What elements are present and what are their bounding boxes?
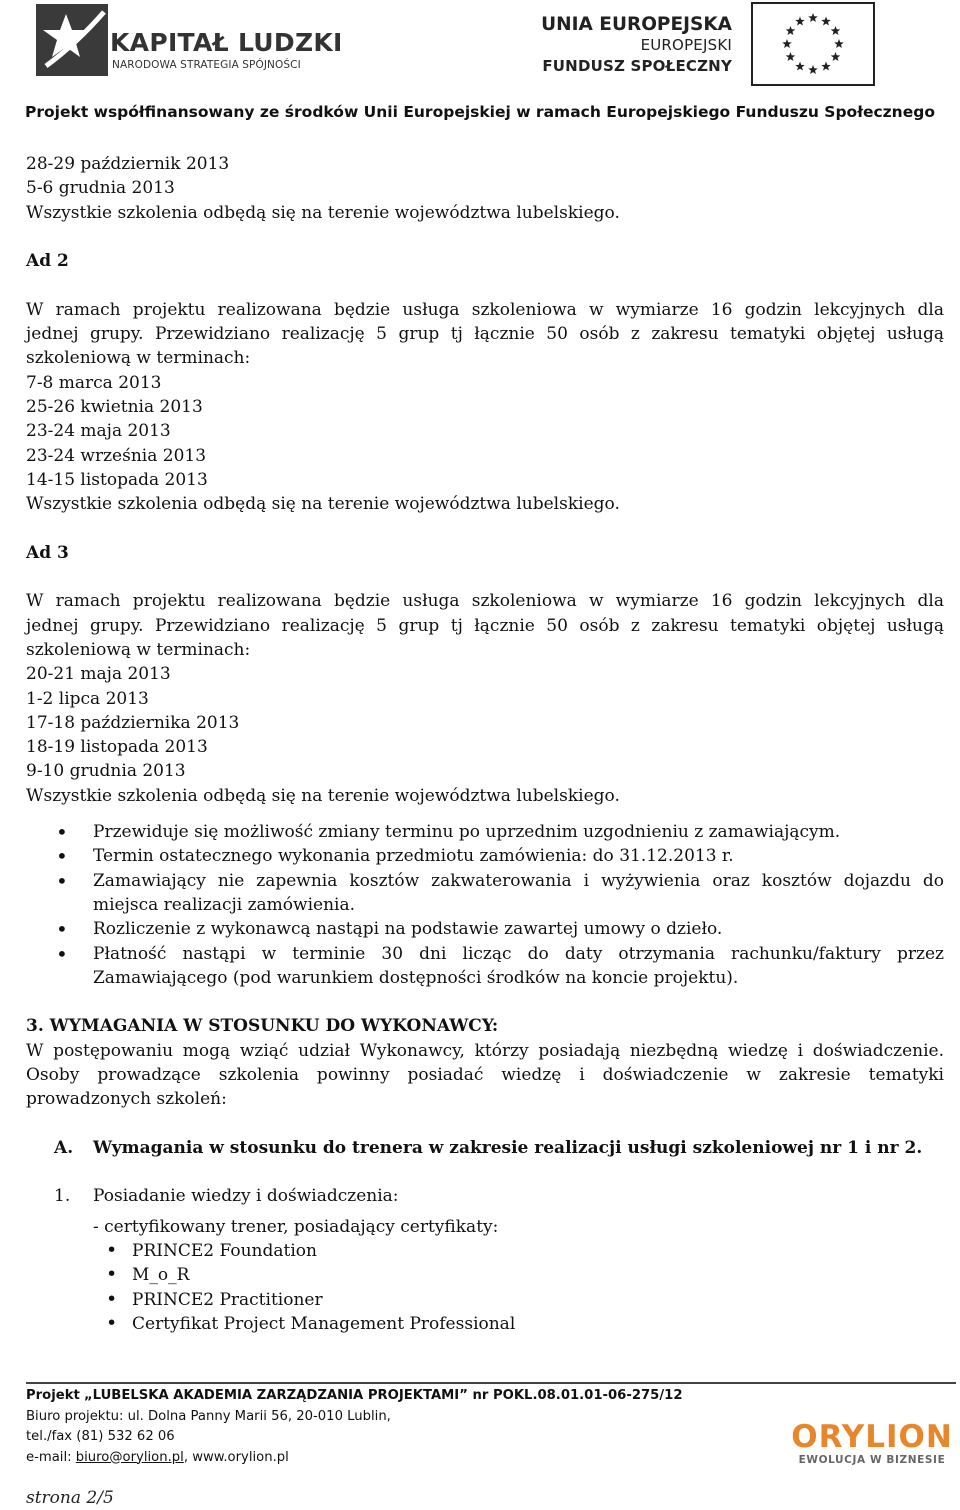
location-note: Wszystkie szkolenia odbędą się na terenie województwa lubelskiego. — [26, 202, 620, 223]
eu-flag-icon — [751, 2, 875, 86]
document-body — [26, 152, 944, 1336]
ad3-heading: Ad 3 — [26, 542, 69, 563]
kapital-ludzki-title: KAPITAŁ LUDZKI — [110, 28, 343, 57]
ad2-date: 23-24 maja 2013 — [26, 421, 171, 442]
list-item: • Termin ostatecznego wykonania przedmiotu zamówienia: do 31.12.2013 r. — [26, 844, 944, 868]
list-item: • M_o_R — [106, 1263, 944, 1287]
intro-date: 28-29 październik 2013 — [26, 154, 230, 174]
page-footer — [0, 1382, 960, 1510]
ad2-paragraph-line: W ramach projektu realizowana będzie usługa szkoleniowa w wymiarze 16 godzin lekcyjnych dla — [26, 299, 944, 320]
list-item: • Rozliczenie z wykonawcą nastąpi na podstawie zawartej umowy o dzieło. — [26, 917, 944, 941]
orylion-logo-tagline: EWOLUCJA W BIZNESIE — [798, 1454, 946, 1466]
subsection-a-heading — [26, 1136, 944, 1160]
footer-contact — [26, 1386, 683, 1468]
intro-date: 5-6 grudnia 2013 — [26, 178, 175, 199]
cofinancing-statement: Projekt współfinansowany ze środków Unii Europejskiej w ramach Europejskiego Funduszu Społecznego — [25, 103, 935, 121]
ad3-date: 18-19 listopada 2013 — [26, 737, 208, 758]
kapital-ludzki-emblem-icon — [36, 4, 108, 76]
ad2-paragraph-line: jednej grupy. Przewidziano realizację 5 grup tj łącznie 50 osób z zakresu tematyki objętej usługą — [26, 324, 944, 345]
footer-email-label: e-mail: — [26, 1449, 76, 1465]
footer-project-label: Projekt — [26, 1388, 80, 1403]
list-item: • PRINCE2 Foundation — [106, 1239, 944, 1263]
certificate-intro: - certyfikowany trener, posiadający certyfikaty: — [93, 1216, 499, 1237]
list-item: • Zamawiający nie zapewnia kosztów zakwaterowania i wyżywienia oraz kosztów dojazdu do miejsca realizacji zamówienia. — [26, 869, 944, 918]
footer-divider — [26, 1382, 956, 1384]
kapital-ludzki-logo — [36, 4, 343, 82]
ad3-date: 9-10 grudnia 2013 — [26, 761, 186, 782]
requirement-number: 1. — [54, 1186, 71, 1207]
eu-fund-text — [541, 14, 732, 77]
footer-office: Biuro projektu: ul. Dolna Panny Marii 56, 20-010 Lublin, — [26, 1408, 391, 1424]
section3-paragraph-line: W postępowaniu mogą wziąć udział Wykonawcy, którzy posiadają niezbędną wiedzę i doświadczenie. — [26, 1040, 944, 1061]
ad2-paragraph-line: szkoleniową w terminach: — [26, 348, 251, 369]
conditions-list — [26, 820, 944, 990]
ad3-paragraph-line: W ramach projektu realizowana będzie usługa szkoleniowa w wymiarze 16 godzin lekcyjnych dla — [26, 591, 944, 612]
requirement-text: Posiadanie wiedzy i doświadczenia: — [93, 1186, 399, 1207]
list-item: • Przewiduje się możliwość zmiany terminu po uprzednim uzgodnieniu z zamawiającym. — [26, 820, 944, 844]
eu-line-1: UNIA EUROPEJSKA — [541, 14, 732, 35]
ad3-paragraph-line: jednej grupy. Przewidziano realizację 5 grup tj łącznie 50 osób z zakresu tematyki objętej usługą — [26, 615, 944, 636]
kapital-ludzki-subtitle: NARODOWA STRATEGIA SPÓJNOŚCI — [112, 59, 301, 71]
footer-project-name: „LUBELSKA AKADEMIA ZARZĄDZANIA PROJEKTAMI” nr POKL.08.01.01-06-275/12 — [83, 1388, 683, 1403]
list-item: • Certyfikat Project Management Professional — [106, 1312, 944, 1336]
section3-paragraph-line: prowadzonych szkoleń: — [26, 1089, 227, 1110]
requirement-item — [26, 1184, 944, 1208]
orylion-logo — [788, 1417, 958, 1467]
section3-paragraph-line: Osoby prowadzące szkolenia powinny posiadać wiedzę i doświadczenie w zakresie tematyki — [26, 1064, 944, 1085]
location-note: Wszystkie szkolenia odbędą się na terenie województwa lubelskiego. — [26, 494, 620, 515]
eu-line-2: EUROPEJSKI — [640, 36, 732, 54]
orylion-logo-name: ORYLION — [791, 1419, 953, 1455]
page-header — [0, 0, 960, 135]
eu-line-3: FUNDUSZ SPOŁECZNY — [542, 57, 732, 75]
footer-separator: , — [183, 1449, 193, 1465]
list-item: • Płatność nastąpi w terminie 30 dni licząc do daty otrzymania rachunku/faktury przez Zamawiającego (pod warunkiem dostępności środków na koncie projektu). — [26, 942, 944, 991]
ad2-date: 14-15 listopada 2013 — [26, 469, 208, 490]
footer-phone: tel./fax (81) 532 62 06 — [26, 1429, 175, 1444]
ad2-date: 7-8 marca 2013 — [26, 372, 162, 393]
list-item: • PRINCE2 Practitioner — [106, 1288, 944, 1312]
ad2-date: 25-26 kwietnia 2013 — [26, 396, 203, 417]
subsection-a-number: A. — [54, 1137, 74, 1158]
ad2-heading: Ad 2 — [26, 251, 69, 272]
certificate-list — [26, 1239, 944, 1336]
page-number: strona 2/5 — [26, 1488, 114, 1508]
ad3-date: 17-18 października 2013 — [26, 712, 240, 733]
section3-heading: 3. WYMAGANIA W STOSUNKU DO WYKONAWCY: — [26, 1016, 499, 1037]
subsection-a-text: Wymagania w stosunku do trenera w zakresie realizacji usługi szkoleniowej nr 1 i nr 2. — [93, 1137, 923, 1158]
location-note: Wszystkie szkolenia odbędą się na terenie województwa lubelskiego. — [26, 785, 620, 806]
ad2-date: 23-24 września 2013 — [26, 445, 207, 466]
ad3-paragraph-line: szkoleniową w terminach: — [26, 639, 251, 660]
ad3-date: 1-2 lipca 2013 — [26, 688, 149, 709]
ad3-date: 20-21 maja 2013 — [26, 664, 171, 685]
footer-email-link[interactable]: biuro@orylion.pl — [75, 1449, 184, 1465]
footer-website[interactable]: www.orylion.pl — [192, 1449, 289, 1465]
